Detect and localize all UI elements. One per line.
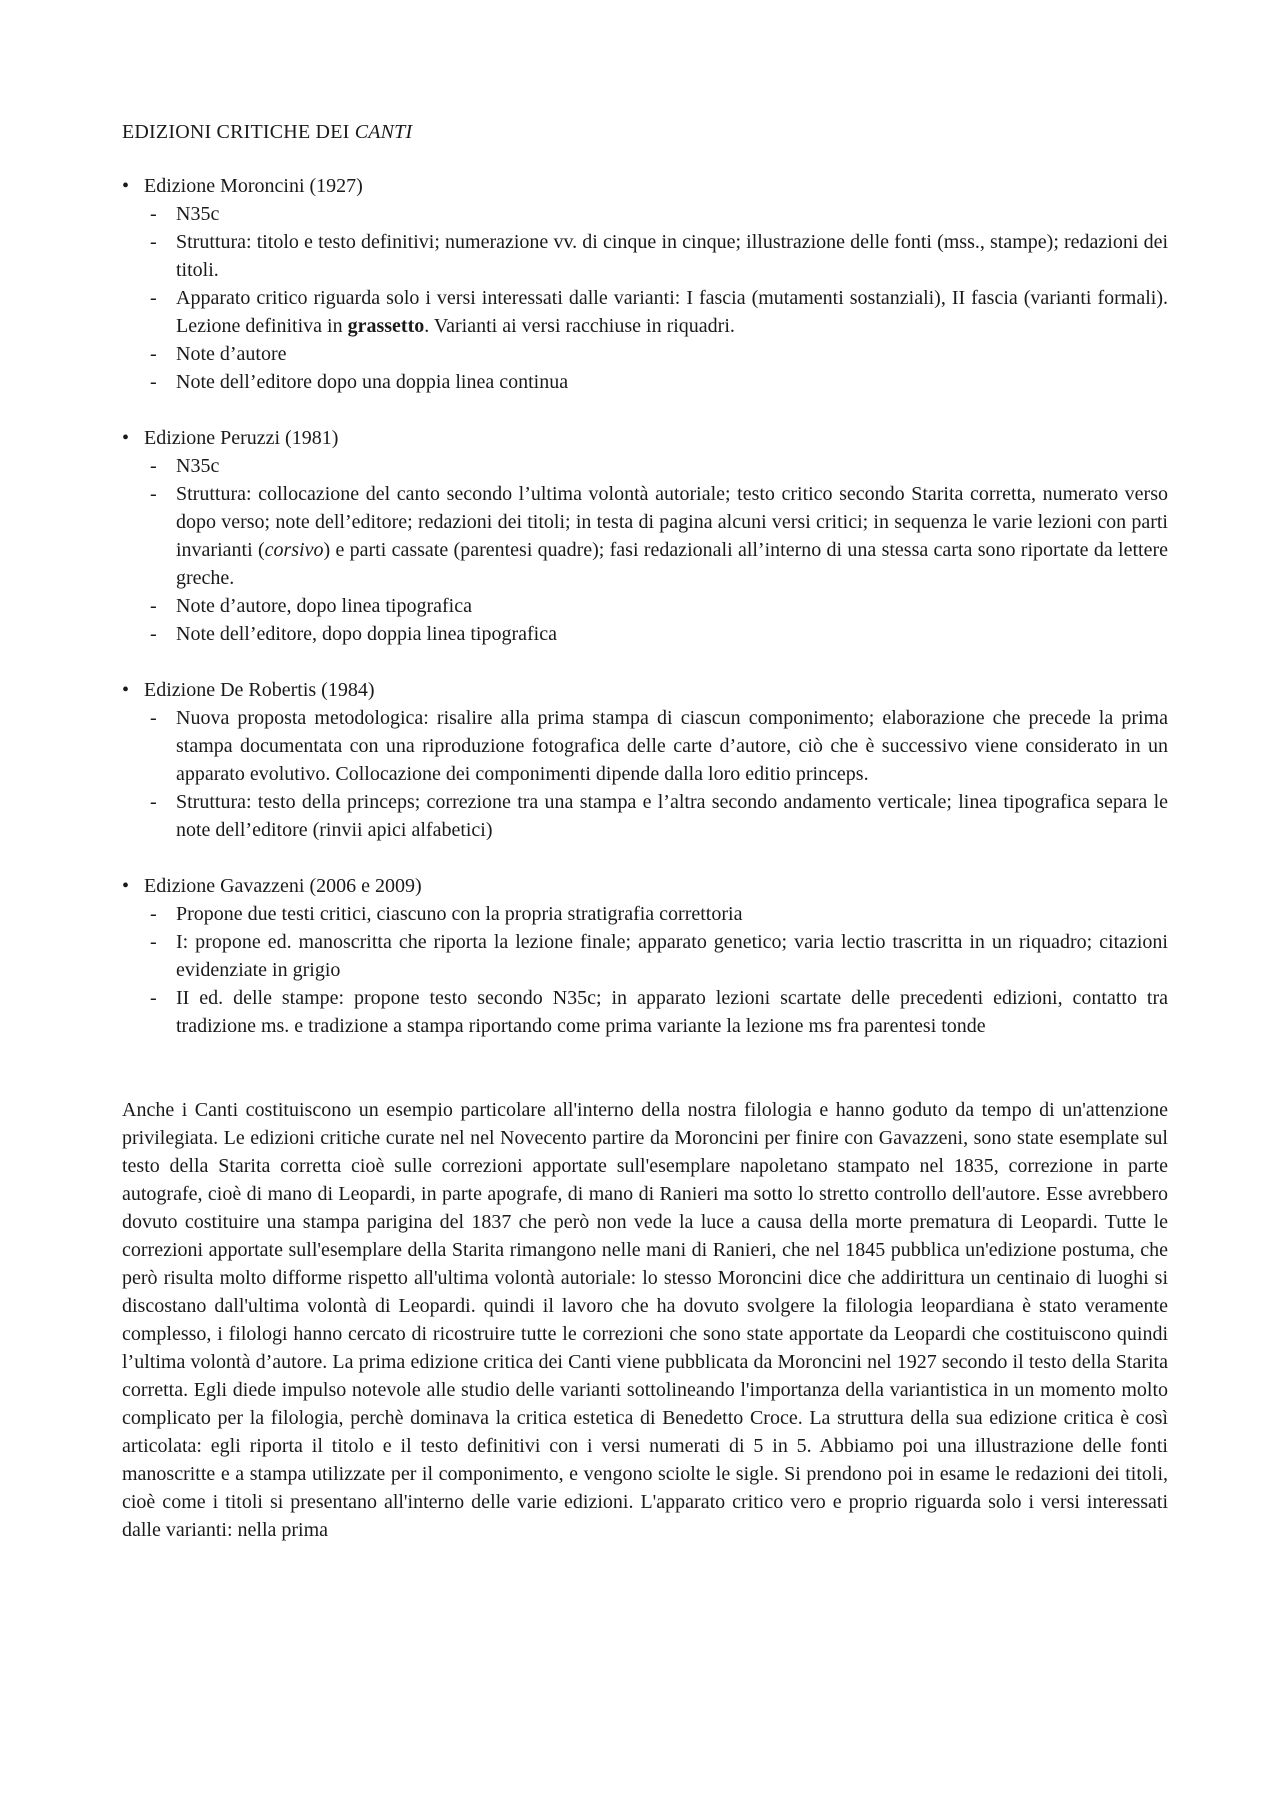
section-heading: • Edizione Gavazzeni (2006 e 2009) (122, 872, 1168, 900)
sub-list (122, 900, 1168, 1040)
list-item-text: ) e parti cassate (parentesi quadre); fasi redazionali all’interno di una stessa carta sono riportate da lettere greche. (176, 539, 1168, 589)
section-heading: • Edizione Moroncini (1927) (122, 172, 1168, 200)
list-item: - Note dell’editore, dopo doppia linea tipografica (176, 620, 1168, 648)
section-gavazzeni (122, 872, 1168, 1040)
list-item: - N35c (176, 452, 1168, 480)
section-heading: • Edizione Peruzzi (1981) (122, 424, 1168, 452)
list-item-text: . Varianti ai versi racchiuse in riquadri. (424, 315, 735, 337)
section-heading: • Edizione De Robertis (1984) (122, 676, 1168, 704)
list-item (176, 480, 1168, 592)
sub-list (122, 704, 1168, 844)
sub-list (122, 452, 1168, 648)
section-de-robertis (122, 676, 1168, 844)
list-item: - Note d’autore (176, 340, 1168, 368)
sub-list (122, 200, 1168, 396)
section-peruzzi (122, 424, 1168, 648)
document-page (122, 118, 1168, 1544)
list-item-text: Struttura: collocazione del canto secondo l’ultima volontà autoriale; testo critico secondo Starita corretta, numerato verso dopo verso; note dell’editore; redazioni dei titoli; in testa di pagina alcuni versi critici; in sequenza le varie lezioni con parti invarianti ( (176, 483, 1168, 561)
list-item-text: Apparato critico riguarda solo i versi interessati dalle varianti: I fascia (mutamenti sostanziali), II fascia (varianti formali). Lezione definitiva in (176, 287, 1168, 337)
page-title (122, 118, 1168, 146)
list-item: - Propone due testi critici, ciascuno con la propria stratigrafia correttoria (176, 900, 1168, 928)
list-item: - Nuova proposta metodologica: risalire alla prima stampa di ciascun componimento; elaborazione che precede la prima stampa documentata con una riproduzione fotografica delle carte d’autore, ciò che è successivo viene considerato in un apparato evolutivo. Collocazione dei componimenti dipende dalla loro editio princeps. (176, 704, 1168, 788)
list-item: - Struttura: testo della princeps; correzione tra una stampa e l’altra secondo andamento verticale; linea tipografica separa le note dell’editore (rinvii apici alfabetici) (176, 788, 1168, 844)
list-item: - I: propone ed. manoscritta che riporta la lezione finale; apparato genetico; varia lectio trascritta in un riquadro; citazioni evidenziate in grigio (176, 928, 1168, 984)
body-paragraph: Anche i Canti costituiscono un esempio particolare all'interno della nostra filologia e hanno goduto da tempo di un'attenzione privilegiata. Le edizioni critiche curate nel nel Novecento partire da Moroncini per finire con Gavazzeni, sono state esemplate sul testo della Starita corretta cioè sulle correzioni apportate sull'esemplare napoletano stampato nel 1835, correzione in parte autografe, cioè di mano di Leopardi, in parte apografe, di mano di Ranieri ma sotto lo stretto controllo dell'autore. Esse avrebbero dovuto costituire una stampa parigina del 1837 che però non vede la luce a causa della morte prematura di Leopardi. Tutte le correzioni apportate sull'esemplare della Starita rimangono nelle mani di Ranieri, che nel 1845 pubblica un'edizione postuma, che però risulta molto difforme rispetto all'ultima volontà autoriale: lo stesso Moroncini dice che addirittura un centinaio di luoghi si discostano dall'ultima volontà di Leopardi. quindi il lavoro che ha dovuto svolgere la filologia leopardiana è stato veramente complesso, i filologi hanno cercato di ricostruire tutte le correzioni che sono state apportate da Leopardi che costituiscono quindi l’ultima volontà d’autore. La prima edizione critica dei Canti viene pubblicata da Moroncini nel 1927 secondo il testo della Starita corretta. Egli diede impulso notevole alle studio delle varianti sottolineando l'importanza della variantistica in un momento molto complicato per la filologia, perchè dominava la critica estetica di Benedetto Croce. La struttura della sua edizione critica è così articolata: egli riporta il titolo e il testo definitivi con i versi numerati di 5 in 5. Abbiamo poi una illustrazione delle fonti manoscritte e a stampa utilizzate per il componimento, e vengono sciolte le sigle. Si prendono poi in esame le redazioni dei titoli, cioè come i titoli si presentano all'interno delle varie edizioni. L'apparato critico vero e proprio riguarda solo i versi interessati dalle varianti: nella prima (122, 1099, 1168, 1541)
section-moroncini (122, 172, 1168, 396)
list-item: - Note d’autore, dopo linea tipografica (176, 592, 1168, 620)
title-prefix: EDIZIONI CRITICHE DEI (122, 121, 355, 143)
list-item: - Note dell’editore dopo una doppia linea continua (176, 368, 1168, 396)
bold-word: grassetto (347, 315, 425, 337)
italic-word: corsivo (264, 539, 324, 561)
list-item: - N35c (176, 200, 1168, 228)
list-item: - II ed. delle stampe: propone testo secondo N35c; in apparato lezioni scartate delle precedenti edizioni, contatto tra tradizione ms. e tradizione a stampa riportando come prima variante la lezione ms fra parentesi tonde (176, 984, 1168, 1040)
title-italic: CANTI (354, 121, 413, 143)
list-item: - Struttura: titolo e testo definitivi; numerazione vv. di cinque in cinque; illustrazione delle fonti (mss., stampe); redazioni dei titoli. (176, 228, 1168, 284)
list-item (176, 284, 1168, 340)
